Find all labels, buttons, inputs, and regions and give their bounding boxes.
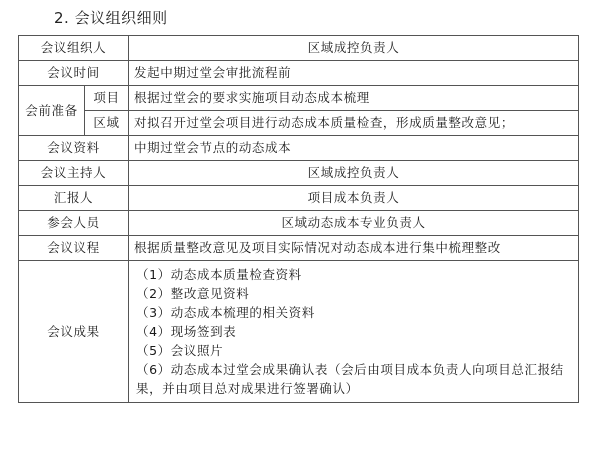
host-value: 区域成控负责人 (129, 161, 579, 186)
list-item: （5）会议照片 (136, 343, 224, 358)
reporter-value: 项目成本负责人 (129, 186, 579, 211)
prep-project-label: 项目 (85, 86, 129, 111)
materials-label: 会议资料 (19, 136, 129, 161)
prep-region-label: 区域 (85, 111, 129, 136)
time-label: 会议时间 (19, 61, 129, 86)
list-item: （6）动态成本过堂会成果确认表（会后由项目成本负责人向项目总汇报结果，并由项目总对成果进行签署确认） (136, 362, 564, 396)
table-row (19, 36, 579, 61)
materials-value: 中期过堂会节点的动态成本 (129, 136, 579, 161)
section-heading: 2. 会议组织细则 (54, 9, 168, 27)
table-row (19, 86, 579, 111)
time-value: 发起中期过堂会审批流程前 (129, 61, 579, 86)
organizer-label: 会议组织人 (19, 36, 129, 61)
agenda-value: 根据质量整改意见及项目实际情况对动态成本进行集中梳理整改 (129, 236, 579, 261)
table-row (19, 261, 579, 403)
attendees-label: 参会人员 (19, 211, 129, 236)
organizer-value: 区域成控负责人 (129, 36, 579, 61)
host-label: 会议主持人 (19, 161, 129, 186)
table-row (19, 136, 579, 161)
agenda-label: 会议议程 (19, 236, 129, 261)
prep-project-value: 根据过堂会的要求实施项目动态成本梳理 (129, 86, 579, 111)
table-row (19, 211, 579, 236)
reporter-label: 汇报人 (19, 186, 129, 211)
results-value (129, 261, 579, 403)
prep-region-value: 对拟召开过堂会项目进行动态成本质量检查，形成质量整改意见； (129, 111, 579, 136)
list-item: （4）现场签到表 (136, 324, 237, 339)
table-row (19, 161, 579, 186)
list-item: （1）动态成本质量检查资料 (136, 267, 302, 282)
table-row (19, 186, 579, 211)
table-row (19, 111, 579, 136)
meeting-detail-table (18, 35, 579, 403)
list-item: （2）整改意见资料 (136, 286, 250, 301)
table-row (19, 61, 579, 86)
results-list (134, 263, 573, 400)
table-row (19, 236, 579, 261)
results-label: 会议成果 (19, 261, 129, 403)
attendees-value: 区域动态成本专业负责人 (129, 211, 579, 236)
list-item: （3）动态成本梳理的相关资料 (136, 305, 315, 320)
prep-label: 会前准备 (19, 86, 85, 136)
